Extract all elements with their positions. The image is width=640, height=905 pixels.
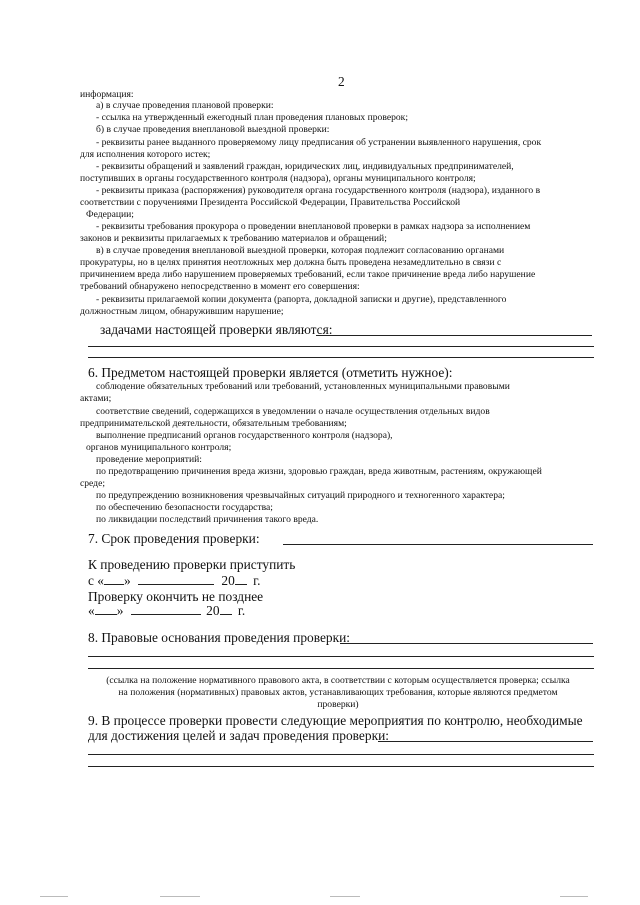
start-year-field: [235, 584, 247, 585]
tasks-fill-line: [316, 335, 592, 336]
intro-line: - реквизиты прилагаемой копии документа (рапорта, докладной записки и другие), представленного: [96, 294, 507, 305]
intro-line: - реквизиты требования прокурора о проведении внеплановой проверки в рамках надзора за исполнением: [96, 221, 531, 232]
section6-line: актами;: [80, 393, 112, 404]
section6-line: предпринимательской деятельности, обязательным требованиям;: [80, 418, 347, 429]
scan-mark: [560, 896, 588, 897]
end-month-field: [131, 614, 201, 615]
end-year-prefix: 20: [206, 603, 220, 618]
start-date-row: [88, 574, 261, 587]
section6-line: выполнение предписаний органов государственного контроля (надзора),: [96, 430, 393, 441]
intro-line: соответствии с поручениями Президента Российской Федерации, Правительства Российской: [80, 197, 461, 208]
tasks-blank-line: [88, 346, 594, 347]
legal-basis-blank-line: [88, 668, 594, 669]
intro-line: - реквизиты ранее выданного проверяемому лицу предписания об устранении выявленного нарушения, срок: [96, 137, 542, 148]
intro-line: требований обнаружено непосредственно в момент его совершения:: [80, 281, 360, 292]
section6-line: по ликвидации последствий причинения такого вреда.: [96, 514, 319, 525]
section6-line: по предотвращению причинения вреда жизни, здоровью граждан, вреда животным, растениям, окружающей: [96, 466, 542, 477]
start-date-mid: »: [124, 573, 131, 588]
intro-line: а) в случае проведения плановой проверки:: [96, 100, 274, 111]
section9-heading-line2: для достижения целей и задач проведения проверки:: [88, 728, 389, 743]
end-date-row: [88, 604, 245, 617]
section8-note: на положения (нормативных) правовых актов, устанавливающих требования, которые являются предметом: [118, 687, 558, 698]
term-fill-line: [283, 544, 593, 545]
scan-mark: [330, 896, 360, 897]
end-year-field: [220, 614, 232, 615]
section6-line: органов муниципального контроля;: [86, 442, 232, 453]
section6-line: соответствие сведений, содержащихся в уведомлении о начале осуществления отдельных видов: [96, 406, 490, 417]
end-label: Проверку окончить не позднее: [88, 589, 264, 604]
intro-line: - ссылка на утвержденный ежегодный план проведения плановых проверок;: [96, 112, 408, 123]
start-day-field: [104, 584, 124, 585]
section6-heading: 6. Предметом настоящей проверки является (отметить нужное):: [88, 365, 453, 380]
start-month-field: [138, 584, 214, 585]
intro-line: в) в случае проведения внеплановой выездной проверки, которая подлежит согласованию органами: [96, 245, 505, 256]
intro-line: - реквизиты приказа (распоряжения) руководителя органа государственного контроля (надзора), изданного в: [96, 185, 541, 196]
measures-fill-line: [378, 741, 593, 742]
start-date-prefix: с «: [88, 573, 104, 588]
start-year-suffix: г.: [253, 573, 261, 588]
section8-heading: 8. Правовые основания проведения проверки:: [88, 630, 350, 645]
intro-line: - реквизиты обращений и заявлений граждан, юридических лиц, индивидуальных предпринимателей,: [96, 161, 514, 172]
page-number: 2: [338, 74, 345, 89]
section6-line: проведение мероприятий:: [96, 454, 202, 465]
intro-line: информация:: [80, 89, 134, 100]
section8-note: проверки): [317, 699, 359, 710]
section6-line: среде;: [80, 478, 105, 489]
intro-line: для исполнения которого истек;: [80, 149, 211, 160]
scan-mark: [40, 896, 68, 897]
measures-blank-line: [88, 754, 594, 755]
tasks-label: задачами настоящей проверки являются:: [100, 322, 333, 337]
intro-line: б) в случае проведения внеплановой выездной проверки:: [96, 124, 330, 135]
intro-line: причинением вреда либо нарушением проверяемых требований, если такое причинение вреда либо нарушение: [80, 269, 536, 280]
end-year-suffix: г.: [237, 603, 246, 618]
end-day-field: [95, 614, 117, 615]
tasks-blank-line: [88, 357, 594, 358]
intro-line: Федерации;: [86, 209, 134, 220]
measures-blank-line: [88, 766, 594, 767]
section6-line: по предупреждению возникновения чрезвычайных ситуаций природного и техногенного характера;: [96, 490, 505, 501]
section6-line: по обеспечению безопасности государства;: [96, 502, 273, 513]
start-year-prefix: 20: [221, 573, 235, 588]
section8-note: (ссылка на положение нормативного правового акта, в соответствии с которым осуществляется проверка; ссылка: [106, 675, 570, 686]
intro-line: поступивших в органы государственного контроля (надзора), органы муниципального контроля;: [80, 173, 476, 184]
scan-mark: [160, 896, 200, 897]
intro-line: законов и реквизиты прилагаемых к требованию материалов и обращений;: [80, 233, 387, 244]
intro-line: прокуратуры, но в целях принятия неотложных мер должна быть проведена незамедлительно в связи с: [80, 257, 502, 268]
section7-heading: 7. Срок проведения проверки:: [88, 531, 260, 546]
end-date-prefix: «: [88, 603, 95, 618]
end-date-mid: »: [116, 603, 124, 618]
start-label: К проведению проверки приступить: [88, 557, 296, 572]
section9-heading-line1: 9. В процессе проверки провести следующие мероприятия по контролю, необходимые: [88, 713, 583, 728]
intro-line: должностным лицом, обнаружившим нарушение;: [80, 306, 284, 317]
section6-line: соблюдение обязательных требований или требований, установленных муниципальными правовыми: [96, 381, 510, 392]
legal-basis-fill-line: [340, 643, 593, 644]
legal-basis-blank-line: [88, 656, 594, 657]
